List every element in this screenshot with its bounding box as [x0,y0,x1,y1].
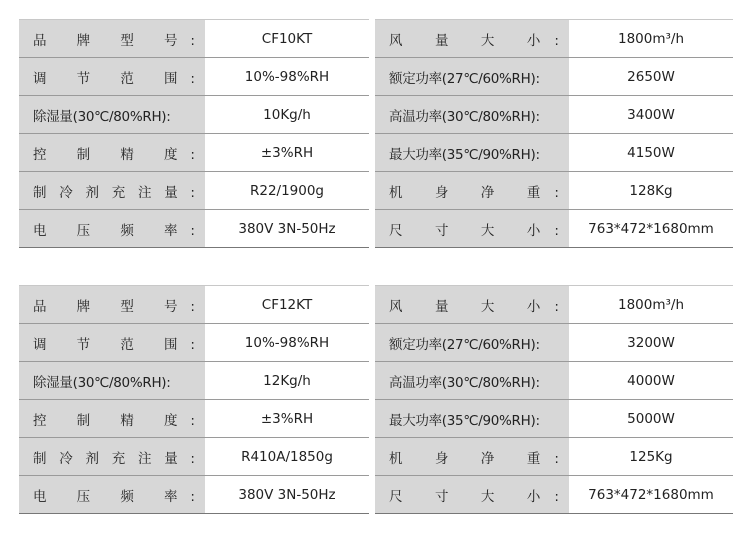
spec-value: CF10KT [205,20,369,58]
spec-value: 380V 3N-50Hz [205,210,369,248]
spec-label: 电 压 频 率: [19,476,205,514]
spec-label: 品 牌 型 号: [19,286,205,324]
spec-label: 除湿量(30℃/80%RH): [19,96,205,134]
table-row [19,134,733,172]
spec-label: 电 压 频 率: [19,210,205,248]
spec-label: 最大功率(35℃/90%RH): [375,134,569,172]
table-row [19,324,733,362]
table-row [19,438,733,476]
table-row [19,476,733,514]
spec-label: 调 节 范 围: [19,58,205,96]
spec-table-cf12kt [19,285,733,514]
spec-label: 除湿量(30℃/80%RH): [19,362,205,400]
spec-label: 制冷剂充注量: [19,438,205,476]
spec-label: 控 制 精 度: [19,134,205,172]
spec-label: 额定功率(27℃/60%RH): [375,58,569,96]
spec-label: 高温功率(30℃/80%RH): [375,362,569,400]
table-row [19,400,733,438]
table-row [19,286,733,324]
spec-label: 控 制 精 度: [19,400,205,438]
table-row [19,96,733,134]
spec-label: 调 节 范 围: [19,324,205,362]
spec-value: 763*472*1680mm [569,210,733,248]
spec-value: 128Kg [569,172,733,210]
spec-value: 10%-98%RH [205,58,369,96]
spec-label: 机 身 净 重: [375,172,569,210]
spec-value: 2650W [569,58,733,96]
spec-value: 763*472*1680mm [569,476,733,514]
spec-label: 机 身 净 重: [375,438,569,476]
spec-value: R22/1900g [205,172,369,210]
spec-value: 3400W [569,96,733,134]
spec-value: 5000W [569,400,733,438]
spec-value: ±3%RH [205,134,369,172]
spec-label: 额定功率(27℃/60%RH): [375,324,569,362]
table-row [19,362,733,400]
table-row [19,210,733,248]
table-row [19,58,733,96]
spec-table-cf10kt [19,19,733,248]
spec-value: CF12KT [205,286,369,324]
spec-value: 1800m³/h [569,286,733,324]
spec-label: 尺 寸 大 小: [375,210,569,248]
spec-label: 品 牌 型 号: [19,20,205,58]
spec-label: 风 量 大 小: [375,286,569,324]
spec-value: 4000W [569,362,733,400]
spec-value: 10Kg/h [205,96,369,134]
spec-value: 380V 3N-50Hz [205,476,369,514]
spec-label: 尺 寸 大 小: [375,476,569,514]
table-row [19,172,733,210]
table-row [19,20,733,58]
spec-value: ±3%RH [205,400,369,438]
spec-value: 3200W [569,324,733,362]
spec-value: 125Kg [569,438,733,476]
spec-label: 制冷剂充注量: [19,172,205,210]
spec-label: 最大功率(35℃/90%RH): [375,400,569,438]
spec-value: 10%-98%RH [205,324,369,362]
spec-label: 高温功率(30℃/80%RH): [375,96,569,134]
spec-label: 风 量 大 小: [375,20,569,58]
spec-value: 1800m³/h [569,20,733,58]
spec-value: R410A/1850g [205,438,369,476]
spec-value: 4150W [569,134,733,172]
spec-value: 12Kg/h [205,362,369,400]
